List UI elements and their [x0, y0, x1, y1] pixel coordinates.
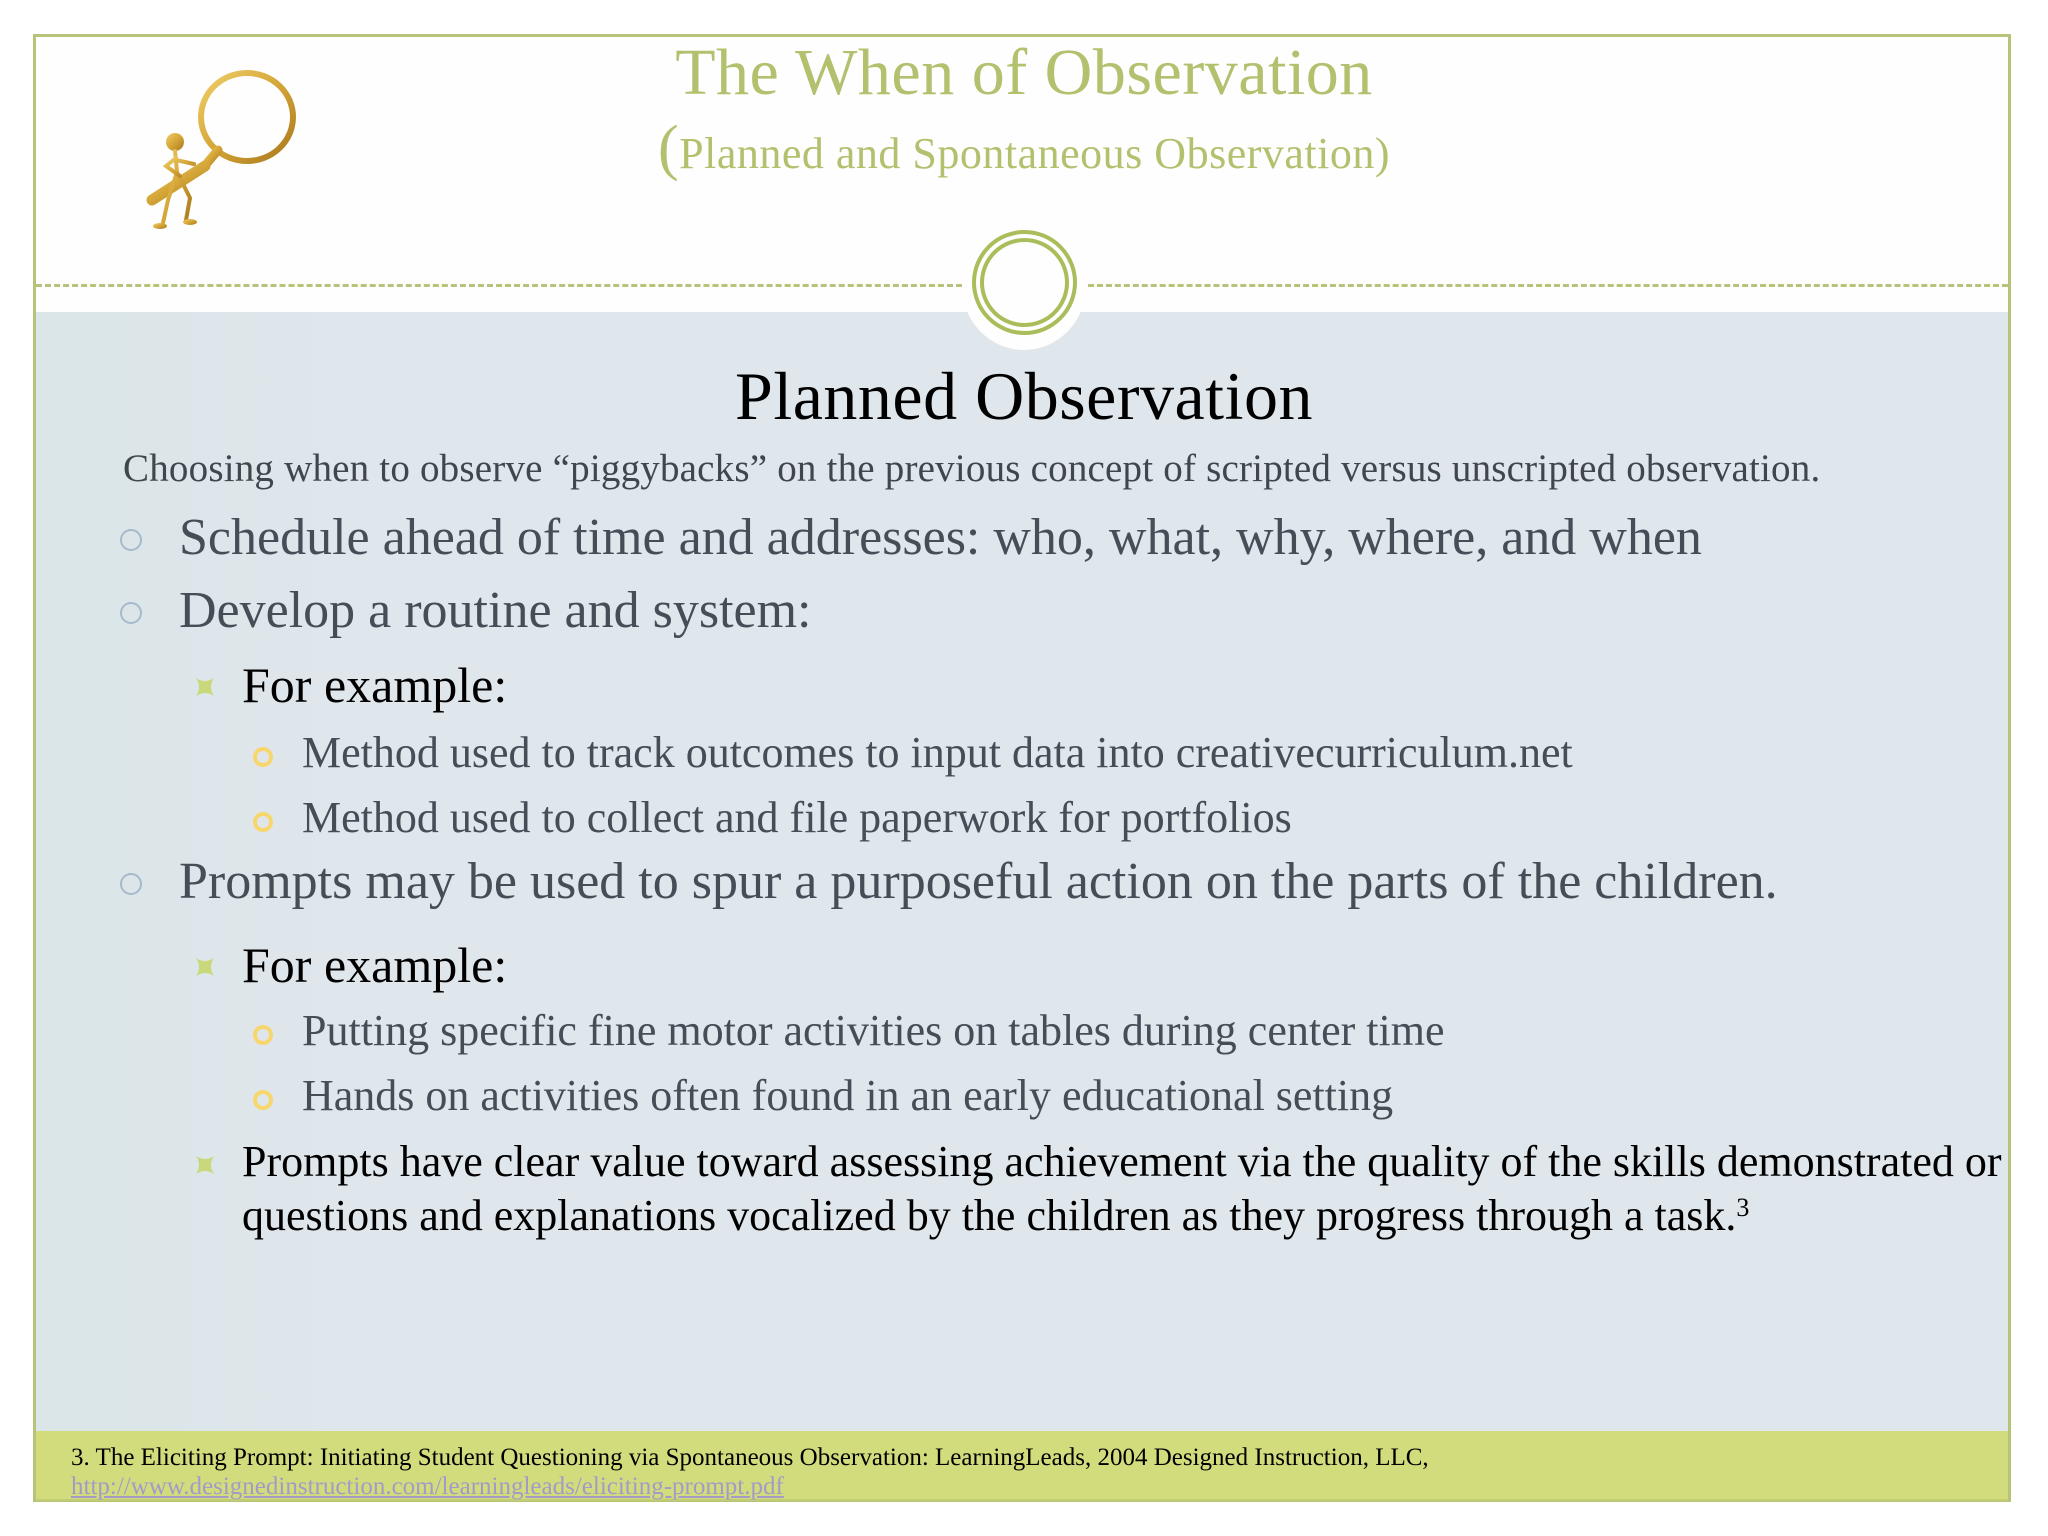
section-heading: Planned Observation — [735, 358, 1313, 434]
list-item-paragraph — [242, 1135, 2002, 1243]
footnote-ref: 3 — [1736, 1193, 1750, 1222]
bullet-ring-icon — [120, 873, 142, 895]
subtitle-text: Planned and Spontaneous Observation) — [679, 129, 1391, 178]
subtitle-paren: ( — [657, 114, 680, 182]
paragraph-text: Prompts have clear value toward assessing achievement via the quality of the skills demonstrated or questions and explanations vocalized by the children as they progress through a task. — [242, 1137, 2002, 1240]
list-item: Schedule ahead of time and addresses: who, what, why, where, and when — [179, 509, 1702, 566]
list-item: Hands on activities often found in an early educational setting — [302, 1071, 1394, 1120]
bullet-star-icon — [196, 1156, 214, 1174]
bullet-ring-icon — [120, 529, 142, 551]
bullet-star-icon — [196, 958, 214, 976]
intro-text: Choosing when to observe “piggybacks” on the previous concept of scripted versus unscripted observation. — [123, 447, 1821, 490]
bullet-star-icon — [196, 678, 214, 696]
slide-title: The When of Observation — [675, 36, 1373, 109]
divider-ring-inner-icon — [980, 238, 1069, 327]
bullet-ring-icon — [120, 602, 142, 624]
list-item: Develop a routine and system: — [179, 582, 812, 639]
header-divider-right — [1088, 284, 2008, 287]
list-item: For example: — [242, 657, 508, 713]
header-divider-left — [36, 284, 962, 287]
footnote-link[interactable]: http://www.designedinstruction.com/learningleads/eliciting-prompt.pdf — [71, 1473, 784, 1500]
bullet-circle-icon — [253, 1090, 273, 1110]
bullet-circle-icon — [253, 747, 273, 767]
list-item: Putting specific fine motor activities on tables during center time — [302, 1006, 1445, 1055]
bullet-circle-icon — [253, 1025, 273, 1045]
list-item: Method used to track outcomes to input data into creativecurriculum.net — [302, 728, 1573, 777]
footnote-citation: 3. The Eliciting Prompt: Initiating Student Questioning via Spontaneous Observation: LearningLeads, 2004 Designed Instruction, LLC, — [71, 1444, 1429, 1471]
list-item: Method used to collect and file paperwork for portfolios — [302, 793, 1292, 842]
list-item: For example: — [242, 937, 508, 993]
list-item: Prompts may be used to spur a purposeful action on the parts of the children. — [179, 853, 1778, 910]
slide-subtitle — [0, 114, 2048, 184]
bullet-circle-icon — [253, 812, 273, 832]
